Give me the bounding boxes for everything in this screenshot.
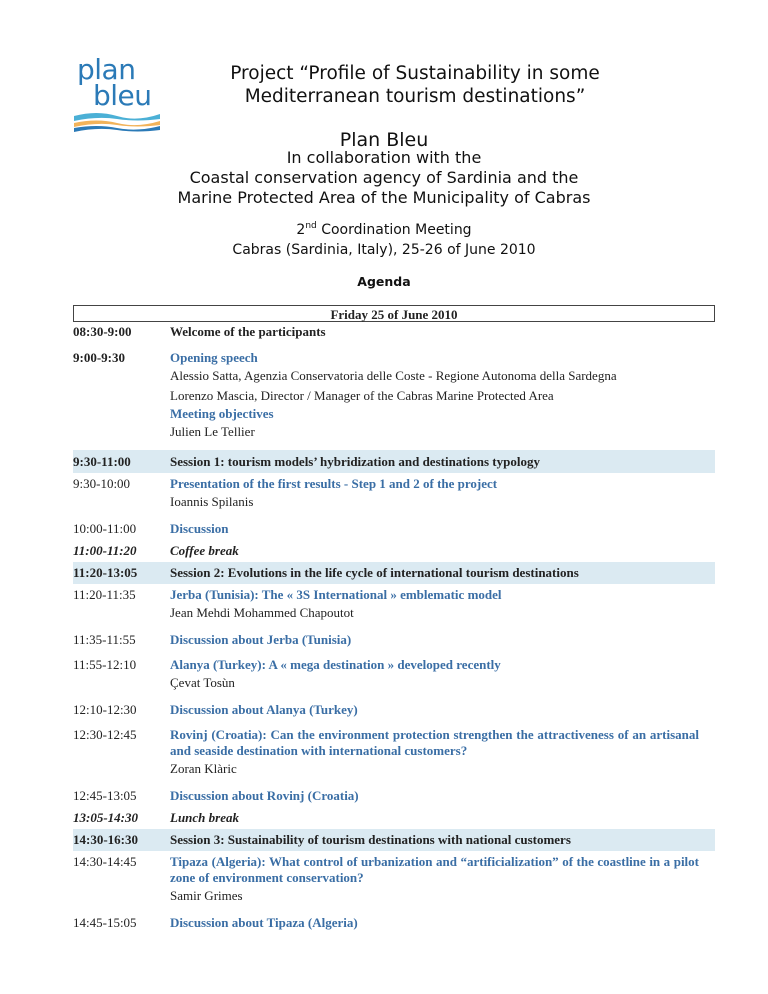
row-time: 11:20-13:05 xyxy=(73,565,138,580)
meeting-num: 2 xyxy=(296,222,306,238)
row-content xyxy=(170,810,699,826)
meeting-rest: Coordination Meeting xyxy=(316,222,472,238)
org-title: Plan Bleu xyxy=(339,129,429,151)
row-content xyxy=(170,587,699,623)
project-title-line2: Mediterranean tourism destinations” xyxy=(244,86,586,107)
speaker-name: Samir Grimes xyxy=(170,888,243,903)
session-row xyxy=(73,562,715,584)
row-content xyxy=(170,521,699,537)
agenda-item-title: Presentation of the first results - Step 1 and 2 of the project xyxy=(170,476,498,491)
agenda-row xyxy=(73,540,699,562)
row-time: 14:45-15:05 xyxy=(73,915,137,930)
row-content xyxy=(170,476,699,512)
agenda-item: Welcome of the participants xyxy=(170,324,326,339)
collab-line1: In collaboration with the xyxy=(286,148,482,167)
row-time: 12:30-12:45 xyxy=(73,727,137,742)
session-row xyxy=(73,450,715,473)
row-content xyxy=(170,854,699,906)
agenda-item: Session 1: tourism models’ hybridization and destinations typology xyxy=(170,454,540,469)
agenda-row xyxy=(73,654,699,699)
row-content xyxy=(170,632,699,648)
logo-word-bleu: bleu xyxy=(93,79,152,112)
meeting-place: Cabras (Sardinia, Italy), 25-26 of June 2010 xyxy=(232,242,536,258)
day-header: Friday 25 of June 2010 xyxy=(73,305,715,322)
agenda-rows xyxy=(73,322,699,934)
row-time: 11:55-12:10 xyxy=(73,657,137,672)
agenda-item: Lunch break xyxy=(170,810,239,825)
row-time: 9:30-11:00 xyxy=(73,454,131,469)
agenda-item-title: Meeting objectives xyxy=(170,406,274,421)
speaker-name: Ioannis Spilanis xyxy=(170,494,254,509)
meeting-number xyxy=(0,216,768,240)
agenda-row xyxy=(73,807,699,829)
row-content xyxy=(170,350,699,442)
row-content xyxy=(170,565,715,581)
agenda-row xyxy=(73,473,699,518)
agenda-item-title: Rovinj (Croatia): Can the environment protection strengthen the attractiveness of an artisanal and seaside destination with international customers? xyxy=(170,727,699,758)
agenda-row xyxy=(73,584,699,629)
agenda-item-title: Discussion xyxy=(170,521,229,536)
agenda-row xyxy=(73,346,699,450)
row-time: 14:30-14:45 xyxy=(73,854,137,869)
meeting-sup: nd xyxy=(305,221,317,231)
row-time: 08:30-9:00 xyxy=(73,324,132,339)
agenda-item-title: Discussion about Tipaza (Algeria) xyxy=(170,915,358,930)
session-row xyxy=(73,829,715,851)
collab-line3: Marine Protected Area of the Municipality of Cabras xyxy=(177,188,591,207)
agenda-row xyxy=(73,518,699,540)
meeting-info xyxy=(0,216,768,260)
speaker-name: Lorenzo Mascia, Director / Manager of the Cabras Marine Protected Area xyxy=(170,388,554,403)
row-content xyxy=(170,727,699,779)
agenda-row xyxy=(73,912,699,934)
row-content xyxy=(170,832,715,848)
row-content xyxy=(170,657,699,693)
row-content xyxy=(170,324,699,340)
row-time: 11:00-11:20 xyxy=(73,543,137,558)
agenda-label: Agenda xyxy=(357,274,411,289)
collaboration-text xyxy=(0,148,768,208)
agenda-item: Session 3: Sustainability of tourism destinations with national customers xyxy=(170,832,571,847)
agenda-row xyxy=(73,699,699,724)
row-time: 10:00-11:00 xyxy=(73,521,137,536)
agenda-row xyxy=(73,851,699,912)
logo-word-plan: plan xyxy=(77,53,136,86)
agenda-row xyxy=(73,724,699,785)
speaker-name: Alessio Satta, Agenzia Conservatoria delle Coste - Regione Autonoma della Sardegna xyxy=(170,368,617,383)
speaker-name: Jean Mehdi Mohammed Chapoutot xyxy=(170,605,354,620)
agenda-item-title: Jerba (Tunisia): The « 3S International » emblematic model xyxy=(170,587,502,602)
row-time: 9:00-9:30 xyxy=(73,350,125,365)
row-content xyxy=(170,454,715,470)
agenda-row xyxy=(73,322,699,346)
speaker-name: Julien Le Tellier xyxy=(170,424,255,439)
row-content xyxy=(170,702,699,718)
row-time: 11:35-11:55 xyxy=(73,632,136,647)
agenda-table xyxy=(73,305,699,934)
agenda-item: Coffee break xyxy=(170,543,239,558)
row-time: 13:05-14:30 xyxy=(73,810,138,825)
agenda-item-title: Opening speech xyxy=(170,350,258,365)
agenda-row xyxy=(73,629,699,654)
row-time: 14:30-16:30 xyxy=(73,832,138,847)
row-time: 12:45-13:05 xyxy=(73,788,137,803)
project-title-line1: Project “Profile of Sustainability in some xyxy=(230,63,600,84)
agenda-item-title: Discussion about Jerba (Tunisia) xyxy=(170,632,352,647)
agenda-item-title: Discussion about Alanya (Turkey) xyxy=(170,702,358,717)
speaker-name: Zoran Klàric xyxy=(170,761,237,776)
agenda-row xyxy=(73,785,699,807)
project-title xyxy=(0,62,768,112)
agenda-item: Session 2: Evolutions in the life cycle of international tourism destinations xyxy=(170,565,579,580)
speaker-name: Çevat Tosùn xyxy=(170,675,235,690)
row-time: 12:10-12:30 xyxy=(73,702,137,717)
row-content xyxy=(170,543,699,559)
row-time: 11:20-11:35 xyxy=(73,587,136,602)
row-content xyxy=(170,788,699,804)
agenda-item-title: Tipaza (Algeria): What control of urbanization and “artificialization” of the coastline in a pilot zone of environment conservation? xyxy=(170,854,699,885)
agenda-item-title: Alanya (Turkey): A « mega destination » developed recently xyxy=(170,657,501,672)
collab-line2: Coastal conservation agency of Sardinia and the xyxy=(189,168,579,187)
row-time: 9:30-10:00 xyxy=(73,476,131,491)
agenda-item-title: Discussion about Rovinj (Croatia) xyxy=(170,788,359,803)
row-content xyxy=(170,915,699,931)
